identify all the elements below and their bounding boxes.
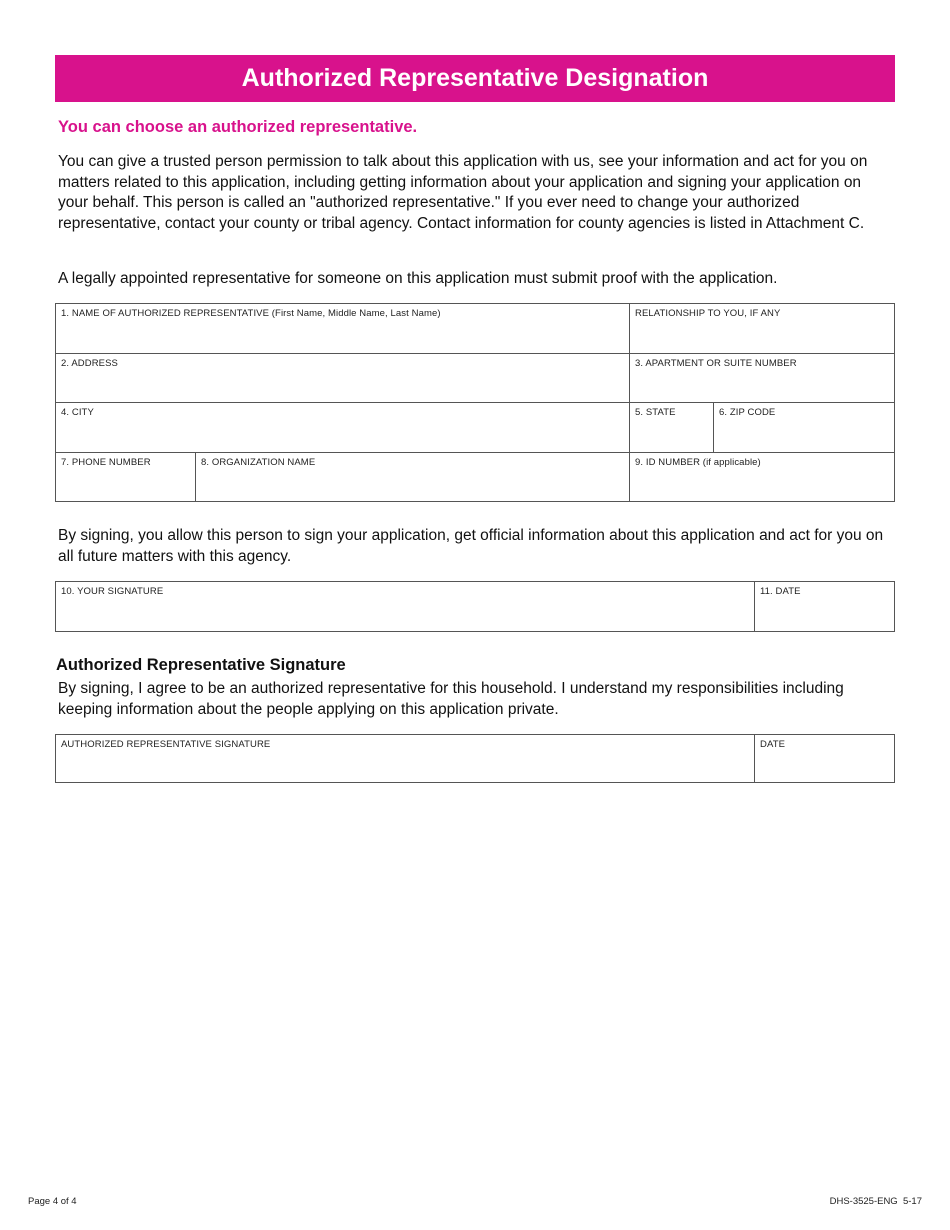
city-label: 4. CITY bbox=[61, 407, 94, 418]
form-title-banner bbox=[55, 55, 895, 102]
zip-code-field[interactable] bbox=[714, 403, 894, 453]
signature-date-label: 11. DATE bbox=[760, 586, 801, 597]
address-field[interactable] bbox=[56, 354, 630, 403]
state-field[interactable] bbox=[630, 403, 714, 453]
relationship-field[interactable] bbox=[630, 304, 894, 354]
representative-info-form bbox=[55, 303, 895, 502]
phone-number-label: 7. PHONE NUMBER bbox=[61, 457, 151, 468]
zip-code-label: 6. ZIP CODE bbox=[719, 407, 776, 418]
consent-paragraph: By signing, you allow this person to sign your application, get official information about this application and act for you on all future matters with this agency. bbox=[58, 527, 884, 565]
your-signature-field[interactable] bbox=[56, 582, 755, 631]
signature-date-field[interactable] bbox=[755, 582, 894, 631]
your-signature-form bbox=[55, 581, 895, 632]
rep-signature-form bbox=[55, 734, 895, 783]
state-label: 5. STATE bbox=[635, 407, 676, 418]
address-label: 2. ADDRESS bbox=[61, 358, 118, 369]
rep-signature-paragraph: By signing, I agree to be an authorized representative for this household. I understand my responsibilities including keeping information about the people applying on this application private. bbox=[58, 680, 844, 718]
id-number-field[interactable] bbox=[630, 453, 894, 501]
intro-subheading: You can choose an authorized representative. bbox=[58, 118, 418, 136]
phone-number-field[interactable] bbox=[56, 453, 196, 501]
rep-signature-label: AUTHORIZED REPRESENTATIVE SIGNATURE bbox=[61, 739, 271, 750]
organization-name-label: 8. ORGANIZATION NAME bbox=[201, 457, 316, 468]
apartment-label: 3. APARTMENT OR SUITE NUMBER bbox=[635, 358, 797, 369]
proof-paragraph: A legally appointed representative for someone on this application must submit proof with the application. bbox=[58, 270, 778, 287]
rep-signature-date-field[interactable] bbox=[755, 735, 894, 782]
intro-paragraph: You can give a trusted person permission to talk about this application with us, see your information and act for you on matters related to this application, including getting information about your application and signing your application on your behalf. This person is called an "authorized representative." If you ever need to change your authorized representative, contact your county or tribal agency. Contact information for county agencies is listed in Attachment C. bbox=[58, 153, 868, 232]
form-title: Authorized Representative Designation bbox=[241, 64, 709, 92]
apartment-field[interactable] bbox=[630, 354, 894, 403]
representative-name-label: 1. NAME OF AUTHORIZED REPRESENTATIVE (First Name, Middle Name, Last Name) bbox=[61, 308, 441, 319]
city-field[interactable] bbox=[56, 403, 630, 453]
rep-signature-field[interactable] bbox=[56, 735, 755, 782]
your-signature-label: 10. YOUR SIGNATURE bbox=[61, 586, 164, 597]
rep-signature-heading: Authorized Representative Signature bbox=[56, 656, 346, 674]
id-number-label: 9. ID NUMBER (if applicable) bbox=[635, 457, 761, 468]
page-number: Page 4 of 4 bbox=[28, 1196, 77, 1207]
organization-name-field[interactable] bbox=[196, 453, 630, 501]
representative-name-field[interactable] bbox=[56, 304, 630, 354]
rep-signature-date-label: DATE bbox=[760, 739, 786, 750]
relationship-label: RELATIONSHIP TO YOU, IF ANY bbox=[635, 308, 781, 319]
form-id: DHS-3525-ENG 5-17 bbox=[829, 1196, 922, 1207]
